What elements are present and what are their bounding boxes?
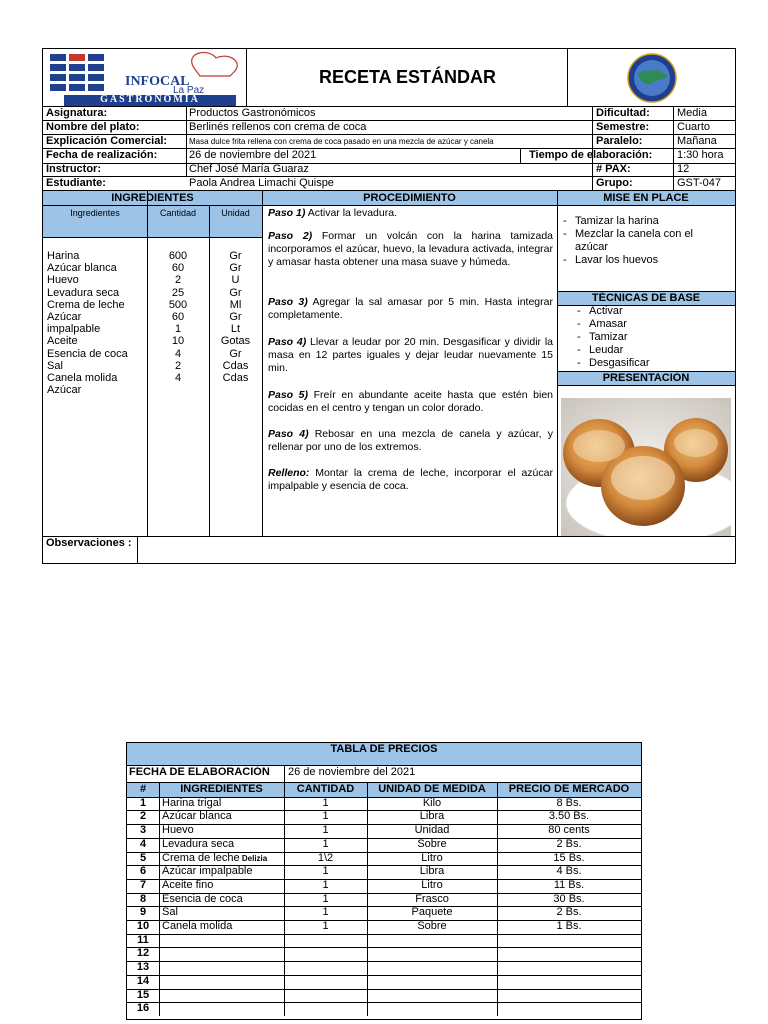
logo-band-text: GASTRONOMIA — [100, 94, 200, 105]
row-unit: Paquete — [411, 906, 453, 919]
row-quantity: 1 — [322, 878, 329, 891]
row-unit: Frasco — [415, 892, 449, 905]
fecha-label: Fecha de realización: — [46, 149, 158, 161]
row-unit: Litro — [421, 878, 443, 891]
grupo-value: GST-047 — [677, 177, 722, 189]
pax-label: # PAX: — [596, 163, 631, 175]
row-ingredient: Levadura seca — [162, 837, 235, 850]
price-table-title: TABLA DE PRECIOS — [330, 743, 438, 755]
row-unit: Sobre — [417, 837, 447, 850]
mise-en-place-list — [559, 215, 709, 267]
dificultad-label: Dificultad: — [596, 107, 650, 119]
row-number: 1 — [139, 796, 147, 809]
tecnicas-heading: TÉCNICAS DE BASE — [591, 292, 701, 304]
ingredients-col-name: Ingredientes — [70, 208, 120, 218]
procedure-step-6: Paso 4) Rebosar en una mezcla de canela y azúcar, y rellenar por uno de los extremos. — [268, 428, 553, 453]
estudiante-label: Estudiante: — [46, 177, 106, 189]
row-ingredient: Azúcar impalpable — [162, 865, 253, 878]
row-price: 30 Bs. — [553, 892, 585, 905]
tecnica-item: - Leudar — [573, 344, 713, 357]
ingredient-quantities: 600 60 2 25 500 60 1 10 4 2 4 — [168, 250, 188, 385]
row-number: 15 — [136, 988, 150, 1001]
instructor-value: Chef José María Guaraz — [189, 163, 309, 175]
row-price: 15 Bs. — [553, 851, 585, 864]
row-number: 3 — [139, 824, 147, 837]
row-number: 11 — [137, 933, 149, 946]
row-unit: Libra — [419, 810, 445, 823]
row-quantity: 1 — [322, 906, 329, 919]
price-header-col-precio: PRECIO DE MERCADO — [508, 783, 630, 795]
dificultad-value: Media — [677, 107, 707, 119]
row-price: 1 Bs. — [556, 920, 582, 932]
pax-value: 12 — [677, 163, 690, 175]
row-unit: Litro — [421, 851, 443, 864]
grid-line — [127, 975, 641, 976]
price-header-col-unidad: UNIDAD DE MEDIDA — [378, 783, 486, 795]
row-quantity: 1 — [322, 865, 329, 878]
row-ingredient: Crema de leche Delizia — [162, 851, 268, 864]
row-price: 2 Bs. — [556, 837, 582, 850]
procedure-step-4: Paso 4) Llevar a leudar por 20 min. Desgasificar y dividir la masa en 12 partes iguales y dejar leudar nuevamente 15 min. — [268, 336, 553, 374]
semestre-label: Semestre: — [596, 121, 650, 133]
mise-item: - Lavar los huevos — [559, 254, 709, 267]
procedure-step-3: Paso 3) Agregar la sal amasar por 5 min. Hasta integrar completamente. — [268, 296, 553, 321]
grid-line — [127, 961, 641, 962]
row-number: 6 — [139, 865, 147, 878]
row-number: 4 — [139, 837, 147, 850]
ingredientes-heading: INGREDIENTES — [111, 192, 194, 204]
row-number: 16 — [136, 1002, 150, 1015]
plato-label: Nombre del plato: — [46, 121, 140, 133]
procedure-step-1: Paso 1) Activar la levadura. — [268, 207, 397, 219]
row-price: 4 Bs. — [556, 865, 582, 878]
price-table — [126, 742, 642, 1020]
procedure-step-2: Paso 2) Formar un volcán con la harina tamizada incorporamos el azúcar, huevo, la levadura activada, integrar y amasar hasta obtener una masa suave y húmeda. — [268, 230, 553, 268]
row-number: 12 — [136, 947, 150, 960]
fecha-value: 26 de noviembre del 2021 — [189, 149, 317, 161]
row-number: 13 — [136, 961, 150, 974]
row-quantity: 1 — [322, 892, 329, 905]
explicacion-value: Masa dulce frita rellena con crema de coca pasado en una mezcla de azúcar y canela — [189, 137, 494, 146]
tiempo-value: 1:30 hora — [677, 149, 724, 161]
row-ingredient: Canela molida — [162, 920, 233, 932]
ingredients-col-unit: Unidad — [221, 208, 250, 218]
asignatura-label: Asignatura: — [46, 107, 108, 119]
instructor-label: Instructor: — [46, 163, 101, 175]
row-price: 8 Bs. — [556, 796, 582, 809]
row-ingredient: Esencia de coca — [162, 892, 243, 905]
observaciones-label: Observaciones : — [46, 537, 132, 549]
ingredient-units: Gr Gr U Gr Ml Gr Lt Gotas Gr Cdas Cdas — [220, 250, 251, 385]
row-number: 2 — [139, 810, 147, 823]
procedimiento-heading: PROCEDIMIENTO — [363, 192, 456, 204]
semestre-value: Cuarto — [677, 121, 711, 133]
tecnicas-list — [573, 305, 713, 370]
logo-subtext: La Paz — [173, 85, 205, 96]
row-number: 9 — [139, 906, 147, 919]
row-quantity: 1 — [322, 837, 329, 850]
asignatura-value: Productos Gastronómicos — [189, 107, 316, 119]
row-number: 14 — [136, 974, 150, 987]
grid-line — [159, 783, 160, 1016]
row-ingredient: Aceite fino — [162, 878, 214, 891]
row-price: 80 cents — [548, 824, 590, 837]
tecnica-item: - Desgasificar — [573, 357, 713, 370]
paralelo-label: Paralelo: — [596, 135, 643, 147]
observaciones-field — [138, 537, 735, 563]
row-price: 2 Bs. — [556, 906, 582, 919]
row-ingredient: Huevo — [162, 824, 194, 837]
row-price: 11 Bs. — [553, 878, 585, 891]
mise-en-place-heading: MISE EN PLACE — [603, 192, 689, 204]
row-quantity: 1\2 — [317, 851, 334, 864]
recipe-sheet — [42, 48, 736, 564]
row-brand: Delizia — [239, 853, 268, 863]
fecha-elaboracion-value: 26 de noviembre del 2021 — [288, 766, 416, 778]
procedure-step-5: Paso 5) Freír en abundante aceite hasta que estén bien cocidas en el centro y tengan un color dorado. — [268, 389, 553, 414]
row-quantity: 1 — [322, 920, 329, 932]
row-number: 5 — [139, 851, 147, 864]
tecnica-item: - Activar — [573, 305, 713, 318]
row-unit: Libra — [419, 865, 445, 878]
row-number: 10 — [136, 920, 150, 932]
grid-line — [127, 947, 641, 948]
ingredients-col-qty: Cantidad — [159, 208, 197, 218]
row-price: 3.50 Bs. — [548, 810, 590, 823]
grid-line — [127, 934, 641, 935]
fecha-elaboracion-label: FECHA DE ELABORACIÓN — [129, 766, 270, 778]
plato-value: Berlinés rellenos con crema de coca — [189, 121, 367, 133]
grid-line — [127, 989, 641, 990]
row-number: 7 — [139, 878, 147, 891]
tecnica-item: - Tamizar — [573, 331, 713, 344]
row-unit: Sobre — [417, 920, 447, 932]
paralelo-value: Mañana — [677, 135, 717, 147]
tecnica-item: - Amasar — [573, 318, 713, 331]
row-quantity: 1 — [322, 810, 329, 823]
row-unit: Kilo — [422, 796, 442, 809]
institution-seal-icon — [616, 52, 688, 104]
explicacion-label: Explicación Comercial: — [46, 135, 168, 147]
mise-item: - Tamizar la harina — [559, 215, 709, 228]
grid-line — [127, 1002, 641, 1003]
presentacion-heading: PRESENTACIÓN — [602, 372, 690, 384]
row-quantity: 1 — [322, 824, 329, 837]
row-ingredient: Harina trigal — [162, 796, 222, 809]
berliner-photo — [561, 398, 731, 536]
row-ingredient: Sal — [162, 906, 178, 919]
procedure-filling: Relleno: Montar la crema de leche, incorporar el azúcar impalpable y esencia de coca. — [268, 467, 553, 492]
price-header-col-cantidad: CANTIDAD — [296, 783, 355, 795]
estudiante-value: Paola Andrea Limachi Quispe — [189, 177, 334, 189]
tiempo-label: Tiempo de elaboración: — [529, 149, 653, 161]
row-number: 8 — [139, 892, 147, 905]
price-header-col-number: # — [139, 783, 147, 795]
ingredient-names: Harina Azúcar blanca Huevo Levadura seca Crema de leche Azúcar impalpable Aceite Esencia de coca Sal Canela molida Azúcar — [47, 250, 128, 397]
logo-text: INFOCAL — [125, 74, 190, 89]
mise-item: - Mezclar la canela con el azúcar — [559, 228, 709, 254]
grupo-label: Grupo: — [596, 177, 633, 189]
row-unit: Unidad — [414, 824, 450, 837]
row-ingredient: Azúcar blanca — [162, 810, 232, 823]
price-header-col-ingredientes: INGREDIENTES — [180, 783, 263, 795]
page-title: RECETA ESTÁNDAR — [318, 67, 496, 87]
row-quantity: 1 — [322, 796, 329, 809]
